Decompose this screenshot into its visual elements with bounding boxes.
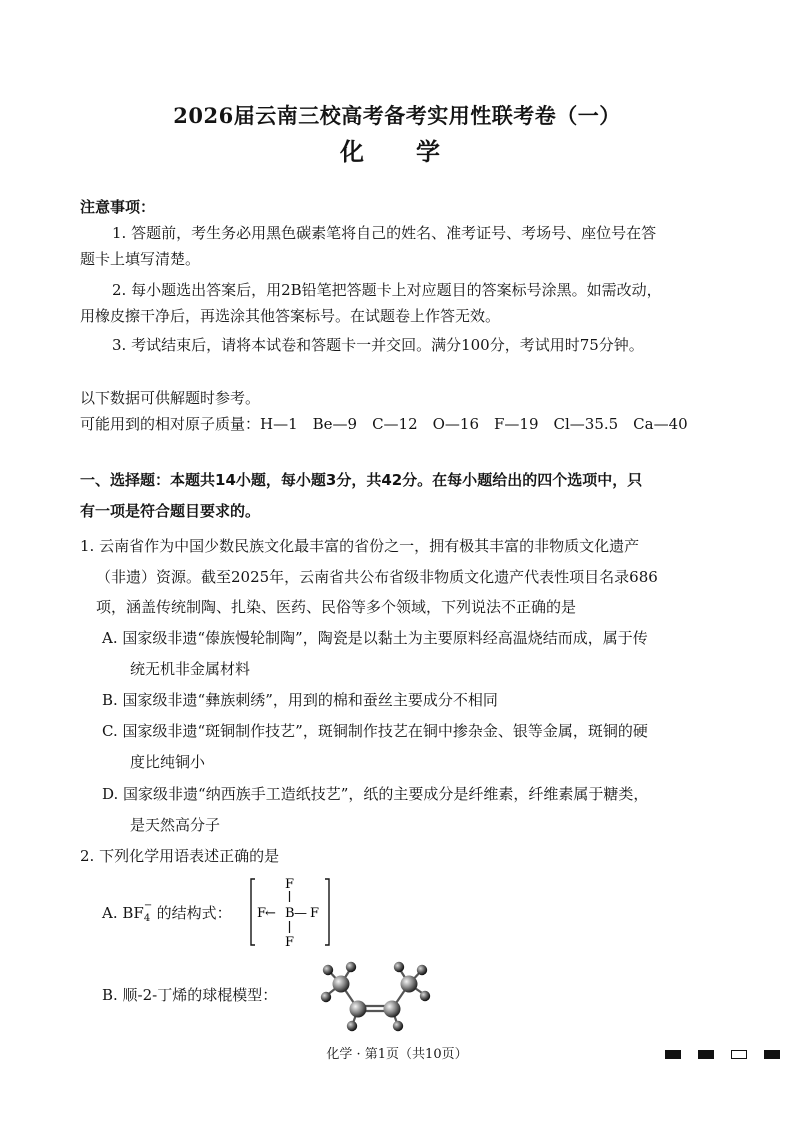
reference-intro: 以下数据可供解题时参考。 [80, 389, 261, 407]
section-heading-line-2: 有一项是符合题目要求的。 [80, 502, 261, 520]
subject-title: 化 学 [340, 137, 454, 166]
notice-heading: 注意事项： [80, 198, 156, 216]
q1-option-c-line-2: 度比纯铜小 [130, 753, 206, 771]
b-center: B [285, 906, 295, 921]
footer-mark-1 [665, 1050, 681, 1059]
f-left: F [257, 906, 267, 921]
exam-title: 2026届云南三校高考备考实用性联考卷（一） [173, 103, 621, 128]
q2-option-b-label: B. 顺-2-丁烯的球棍模型： [102, 986, 278, 1004]
bond-right: — [294, 906, 307, 921]
bf4-structure-diagram [246, 872, 336, 952]
f-bottom: F [285, 935, 295, 950]
right-bracket [325, 879, 329, 945]
q1-option-d-line-2: 是天然高分子 [130, 816, 221, 834]
q1-option-a-line-1: A. 国家级非遗“傣族慢轮制陶”，陶瓷是以黏土为主要原料经高温烧结而成，属于传 [102, 629, 648, 647]
notice-item-2-line-2: 用橡皮擦干净后，再选涂其他答案标号。在试题卷上作答无效。 [80, 307, 501, 325]
q2-stem: 2. 下列化学用语表述正确的是 [80, 847, 280, 865]
hydrogen-atoms [321, 962, 430, 1031]
notice-item-1-line-1: 1. 答题前，考生务必用黑色碳素笔将自己的姓名、准考证号、考场号、座位号在答 [112, 224, 657, 242]
notice-item-2-line-1: 2. 每小题选出答案后，用2B铅笔把答题卡上对应题目的答案标号涂黑。如需改动， [112, 281, 662, 299]
f-top: F [285, 877, 295, 892]
notice-item-1-line-2: 题卡上填写清楚。 [80, 250, 201, 268]
section-heading-line-1: 一、选择题：本题共14小题，每小题3分，共42分。在每小题给出的四个选项中，只 [80, 471, 643, 489]
q1-stem-line-1: 1. 云南省作为中国少数民族文化最丰富的省份之一，拥有极其丰富的非物质文化遗产 [80, 537, 640, 555]
q2-option-a-prefix: A. BF [102, 904, 144, 922]
notice-item-3: 3. 考试结束后，请将本试卷和答题卡一并交回。满分100分，考试用时75分钟。 [112, 336, 644, 354]
footer-mark-3 [731, 1050, 747, 1059]
q1-stem-line-3: 项，涵盖传统制陶、扎染、医药、民俗等多个领域，下列说法不正确的是 [96, 598, 577, 616]
q2-option-a-sub: 4 [143, 913, 151, 924]
q1-option-d-line-1: D. 国家级非遗“纳西族手工造纸技艺”，纸的主要成分是纤维素，纤维素属于糖类， [102, 785, 649, 803]
footer-mark-2 [698, 1050, 714, 1059]
q1-option-c-line-1: C. 国家级非遗“斑铜制作技艺”，斑铜制作技艺在铜中掺杂金、银等金属，斑铜的硬 [102, 722, 648, 740]
cis-2-butene-ball-stick-model [314, 958, 438, 1034]
q2-option-a-sup: − [143, 900, 153, 911]
q2-option-a-suffix: 的结构式： [151, 904, 232, 922]
q1-option-b: B. 国家级非遗“彝族刺绣”，用到的棉和蚕丝主要成分不相同 [102, 691, 498, 709]
left-bracket [251, 879, 255, 945]
atomic-masses: 可能用到的相对原子质量：H—1 Be—9 C—12 O—16 F—19 Cl—35.5 Ca—40 [80, 415, 688, 433]
q1-stem-line-2: （非遗）资源。截至2025年，云南省共公布省级非物质文化遗产代表性项目名录686 [96, 568, 658, 586]
q2-option-a-label [102, 900, 232, 924]
footer-mark-4 [764, 1050, 780, 1059]
q1-option-a-line-2: 统无机非金属材料 [130, 660, 251, 678]
arrow-bond: ← [265, 906, 276, 921]
f-right: F [310, 906, 320, 921]
page-footer: 化学 · 第1页（共10页） [326, 1047, 468, 1062]
